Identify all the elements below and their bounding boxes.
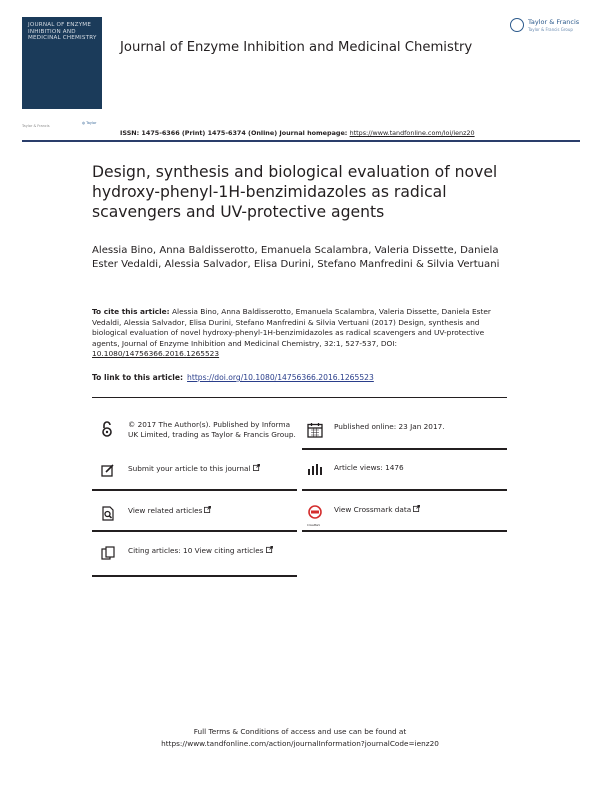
crossmark-data[interactable]: [307, 505, 507, 527]
bar-chart-icon: [307, 463, 323, 478]
search-document-icon: [101, 506, 115, 524]
citing-articles[interactable]: [101, 546, 301, 560]
row-rule: [302, 530, 507, 532]
open-access-icon: [101, 420, 113, 441]
row-rule: [92, 575, 297, 577]
cover-publisher-logo: ◍ Taylor: [82, 121, 97, 125]
submit-label[interactable]: Submit your article to this journal: [128, 464, 251, 473]
external-link-icon: [204, 506, 211, 513]
publisher-logo[interactable]: [510, 17, 590, 39]
journal-title[interactable]: Journal of Enzyme Inhibition and Medicinal Chemistry: [120, 40, 473, 55]
crossmark-label[interactable]: View Crossmark data: [334, 505, 412, 514]
footer-url[interactable]: https://www.tandfonline.com/action/journalInformation?journalCode=ienz20: [161, 739, 439, 748]
crossmark-text[interactable]: [334, 505, 420, 515]
related-articles[interactable]: [101, 506, 301, 520]
article-link-line: [92, 373, 374, 382]
cover-title: JOURNAL OF ENZYME INHIBITION AND MEDICINAL CHEMISTRY: [28, 22, 97, 42]
article-authors: Alessia Bino, Anna Baldisserotto, Emanuela Scalambra, Valeria Dissette, Daniela Ester Vedaldi, Alessia Salvador, Elisa Durini, Stefano Manfredini & Silvia Vertuani: [92, 245, 500, 270]
published-info: [307, 422, 507, 440]
citing-label[interactable]: Citing articles: 10 View citing articles: [128, 546, 264, 555]
row-rule: [92, 489, 297, 491]
citation-text: Alessia Bino, Anna Baldisserotto, Emanuela Scalambra, Valeria Dissette, Daniela Ester Vedaldi, Alessia Salvador, Elisa Durini, Stefano Manfredini & Silvia Vertuani (2017) Design, synthesis and biological evaluation of novel hydroxy-phenyl-1H-benzimidazoles as radical scavengers and UV-protective agents, Journal of Enzyme Inhibition and Medicinal Chemistry, 32:1, 527-537, DOI:: [92, 307, 491, 348]
publisher-name: Taylor & Francis: [528, 18, 580, 26]
article-views: [307, 463, 507, 477]
header-rule: [22, 140, 580, 142]
citing-text[interactable]: [128, 546, 273, 556]
issn-text: ISSN: 1475-6366 (Print) 1475-6374 (Online) Journal homepage:: [120, 129, 350, 137]
submit-text[interactable]: [128, 464, 260, 474]
calendar-icon: [307, 422, 323, 441]
published-text: Published online: 23 Jan 2017.: [334, 422, 445, 431]
separator: [92, 397, 507, 398]
citation-block: [92, 307, 512, 360]
license-info: [101, 420, 301, 456]
citing-icon: [101, 546, 116, 563]
publisher-subtitle: Taylor & Francis Group: [528, 27, 573, 32]
row-rule: [92, 530, 297, 532]
related-label[interactable]: View related articles: [128, 506, 203, 515]
row-rule: [302, 489, 507, 491]
cover-caption: Taylor & Francis: [22, 124, 50, 128]
article-title: Design, synthesis and biological evaluation of novel hydroxy-phenyl-1H-benzimidazoles as radical scavengers and UV-protective agents: [92, 163, 498, 221]
license-text: © 2017 The Author(s). Published by Informa UK Limited, trading as Taylor & Francis Group.: [128, 420, 296, 439]
footer-terms: Full Terms & Conditions of access and use can be found at: [193, 727, 407, 736]
journal-homepage-link[interactable]: https://www.tandfonline.com/loi/ienz20: [349, 129, 475, 137]
edit-icon: [101, 464, 115, 480]
related-text[interactable]: [128, 506, 211, 516]
crossmark-badge-text: CrossMark: [307, 524, 321, 527]
citation-label: To cite this article:: [92, 307, 170, 316]
submit-article[interactable]: [101, 464, 301, 478]
crossmark-icon: [307, 505, 323, 526]
external-link-icon: [266, 546, 273, 553]
journal-cover-thumbnail: [22, 17, 102, 109]
external-link-icon: [413, 505, 420, 512]
publisher-logo-icon: [510, 18, 524, 32]
article-link-url[interactable]: https://doi.org/10.1080/14756366.2016.1265523: [187, 373, 374, 382]
views-text: Article views: 1476: [334, 463, 404, 472]
doi-link[interactable]: 10.1080/14756366.2016.1265523: [92, 349, 220, 359]
external-link-icon: [253, 464, 260, 471]
row-rule: [302, 448, 507, 450]
issn-line: [120, 129, 475, 137]
article-link-label: To link to this article:: [92, 373, 184, 382]
